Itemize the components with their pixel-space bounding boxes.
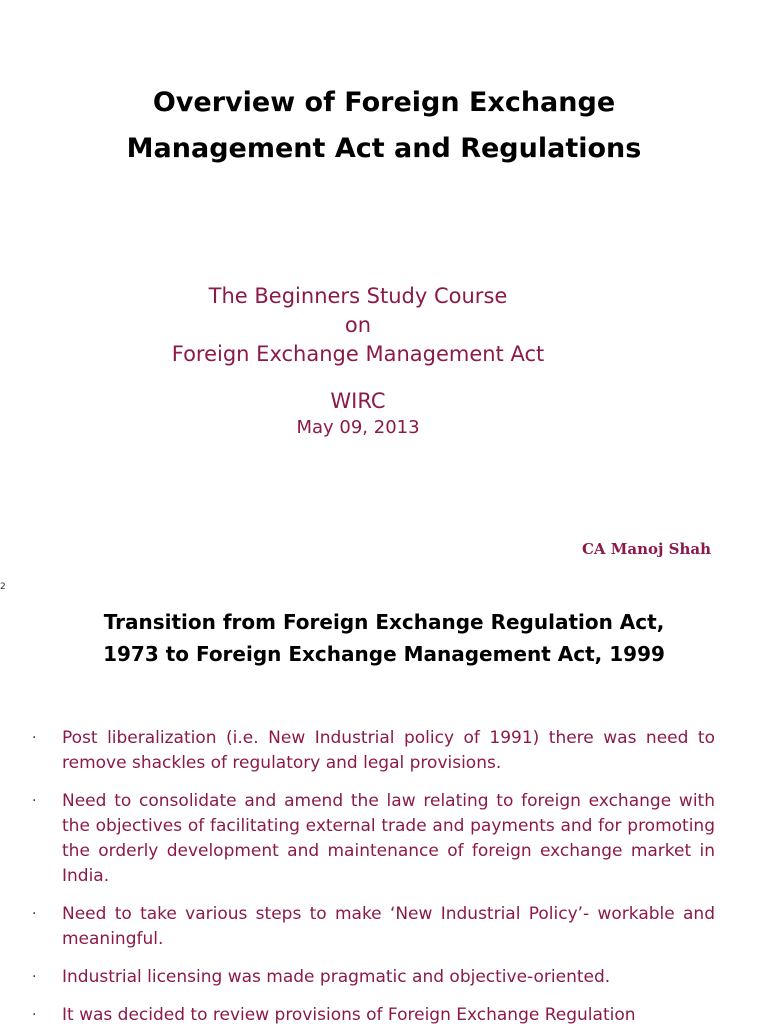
list-item	[30, 965, 715, 990]
content-slide	[0, 576, 768, 1024]
bullet-icon: ·	[32, 906, 37, 922]
event-date: May 09, 2013	[296, 417, 420, 438]
author-name: CA Manoj Shah	[581, 540, 711, 558]
list-item	[30, 789, 715, 889]
page-title	[0, 80, 768, 172]
list-item	[30, 1003, 715, 1024]
bullet-text: Need to consolidate and amend the law relating to foreign exchange with the objectives of facilitating external trade and payments and for promoting the orderly development and maintenance of foreign exchange market in India.	[62, 791, 715, 886]
list-item	[30, 726, 715, 776]
bullet-list	[30, 726, 715, 1024]
course-subtitle	[0, 282, 716, 440]
bullet-text: It was decided to review provisions of Foreign Exchange Regulation	[62, 1005, 636, 1024]
bullet-icon: ·	[32, 793, 37, 809]
course-name: The Beginners Study Course	[208, 284, 508, 308]
bullet-icon: ·	[32, 969, 37, 985]
bullet-icon: ·	[32, 730, 37, 746]
list-item	[30, 902, 715, 952]
bullet-text: Post liberalization (i.e. New Industrial policy of 1991) there was need to remove shackles of regulatory and legal provisions.	[62, 728, 715, 773]
page-edge-mark: 2	[0, 582, 6, 592]
section-title-line-1: Transition from Foreign Exchange Regulation Act,	[103, 610, 665, 634]
title-line-1: Overview of Foreign Exchange	[152, 87, 616, 118]
course-connector: on	[344, 313, 372, 337]
course-topic: Foreign Exchange Management Act	[171, 342, 545, 366]
title-line-2: Management Act and Regulations	[126, 133, 642, 164]
bullet-text: Industrial licensing was made pragmatic and objective-oriented.	[62, 967, 611, 987]
section-title-line-2: 1973 to Foreign Exchange Management Act, 1999	[103, 642, 665, 666]
organizer: WIRC	[330, 389, 386, 413]
section-title	[0, 606, 768, 670]
bullet-text: Need to take various steps to make ‘New Industrial Policy’- workable and meaningful.	[62, 904, 715, 949]
bullet-icon: ·	[32, 1007, 37, 1023]
